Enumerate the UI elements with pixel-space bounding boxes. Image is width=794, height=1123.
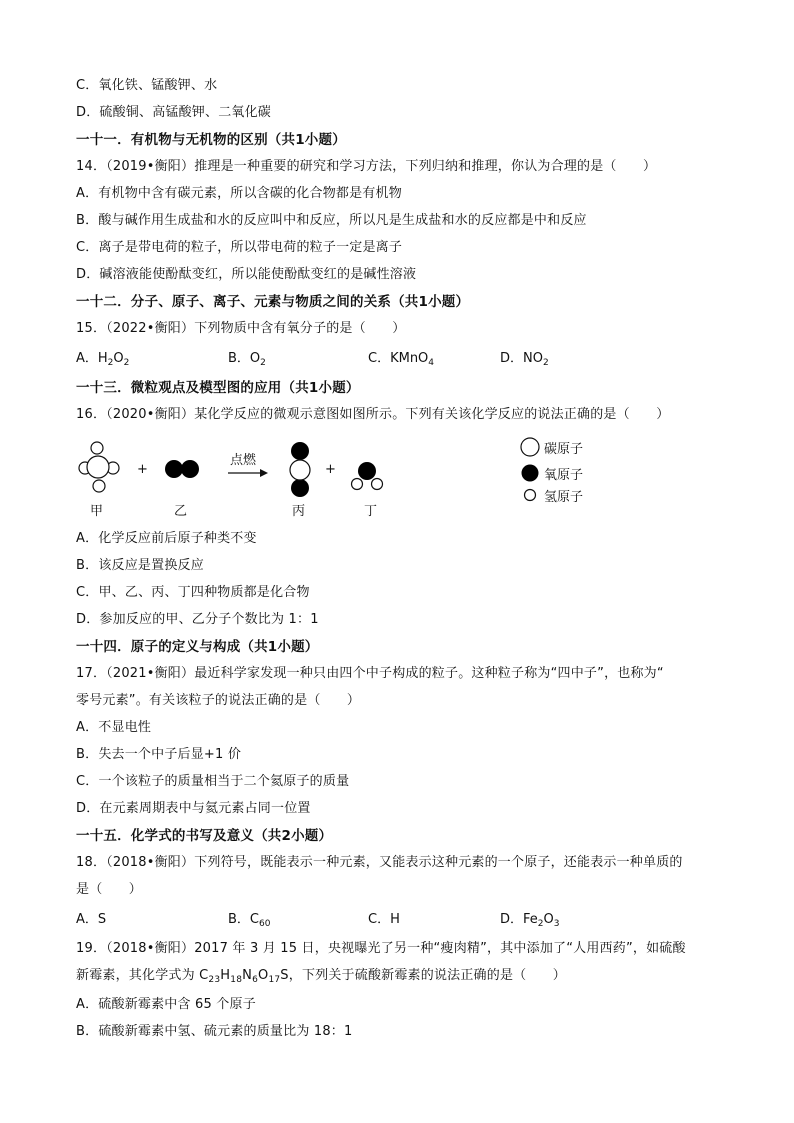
q17-option-a: A．不显电性 — [76, 720, 152, 735]
hydrogen-atom — [372, 479, 383, 490]
oxygen-atom — [291, 442, 309, 460]
q17-option-b: B．失去一个中子后显+1 价 — [76, 747, 242, 762]
molecule-ding — [352, 462, 383, 490]
hydrogen-atom — [352, 479, 363, 490]
plus-sign: + — [325, 462, 336, 477]
label-jia: 甲 — [90, 504, 104, 519]
hydrogen-atom — [91, 442, 103, 454]
q16-option-a: A．化学反应前后原子种类不变 — [76, 531, 257, 546]
label-ding: 丁 — [364, 504, 378, 519]
q14-option-a: A．有机物中含有碳元素，所以含碳的化合物都是有机物 — [76, 186, 402, 201]
oxygen-legend-icon — [522, 465, 539, 482]
molecule-bing — [290, 442, 310, 497]
q16-option-c: C．甲、乙、丙、丁四种物质都是化合物 — [76, 585, 310, 600]
q17-stem-line2: 零号元素”。有关该粒子的说法正确的是（ ） — [76, 693, 361, 708]
q16-option-b: B．该反应是置换反应 — [76, 558, 204, 573]
label-yi: 乙 — [174, 504, 188, 519]
q15-option-a: A．$H_2O_2$ — [76, 351, 130, 368]
q19-option-a: A．硫酸新霉素中含 65 个原子 — [76, 997, 256, 1012]
q14-option-b: B．酸与碱作用生成盐和水的反应叫中和反应，所以凡是生成盐和水的反应都是中和反应 — [76, 213, 587, 228]
q18-option-d: D．$Fe_2O_3$ — [500, 912, 560, 929]
label-bing: 丙 — [292, 504, 306, 519]
carbon-legend-icon — [521, 438, 539, 456]
q17-stem-line1: 17．（2021•衡阳）最近科学家发现一种只由四个中子构成的粒子。这种粒子称为“四中子”，也称为“ — [76, 666, 664, 681]
carbon-atom — [87, 456, 109, 478]
molecule-jia — [79, 442, 119, 492]
legend-hydrogen-label: 氢原子 — [544, 490, 584, 505]
oxygen-atom — [358, 462, 376, 480]
q19-stem-line1: 19．（2018•衡阳）2017 年 3 月 15 日，央视曝光了另一种“瘦肉精”，其中添加了“人用西药”，如硫酸 — [76, 941, 686, 956]
reaction-diagram-svg — [70, 436, 570, 528]
plus-sign: + — [137, 462, 148, 477]
q15-option-c: C．KMnO$_4$ — [368, 351, 435, 368]
q19-stem-line2: 新霉素，其化学式为 $C_{23}H_{18}N_6O_{17}S$，下列关于硫酸新霉素的说法正确的是（ ） — [76, 968, 566, 985]
reaction-arrow-head — [260, 469, 268, 477]
q17-option-c: C．一个该粒子的质量相当于二个氦原子的质量 — [76, 774, 350, 789]
q17-option-d: D．在元素周期表中与氦元素占同一位置 — [76, 801, 311, 816]
q14-stem: 14．（2019•衡阳）推理是一种重要的研究和学习方法，下列归纳和推理，你认为合理的是（ ） — [76, 159, 657, 174]
legend-carbon-label: 碳原子 — [544, 442, 584, 457]
oxygen-atom — [291, 479, 309, 497]
q15-stem: 15．（2022•衡阳）下列物质中含有氧分子的是（ ） — [76, 321, 406, 336]
q16-stem: 16．（2020•衡阳）某化学反应的微观示意图如图所示。下列有关该化学反应的说法正确的是（ ） — [76, 407, 670, 422]
section-heading-13: 一十三．微粒观点及模型图的应用（共1小题） — [76, 380, 360, 396]
reaction-condition: 点燃 — [230, 453, 257, 468]
q15-option-d: D．$NO_2$ — [500, 351, 549, 368]
legend-oxygen-label: 氧原子 — [544, 468, 584, 483]
hydrogen-atom — [93, 480, 105, 492]
q15-option-b: B．$O_2$ — [228, 351, 266, 368]
q19-option-b: B．硫酸新霉素中氢、硫元素的质量比为 18：1 — [76, 1024, 353, 1039]
section-heading-11: 一十一．有机物与无机物的区别（共1小题） — [76, 132, 346, 148]
oxygen-atom — [165, 460, 183, 478]
q18-stem-line1: 18．（2018•衡阳）下列符号，既能表示一种元素，又能表示这种元素的一个原子，还能表示一种单质的 — [76, 855, 683, 870]
q14-option-d: D．碱溶液能使酚酞变红，所以能使酚酞变红的是碱性溶液 — [76, 267, 417, 282]
molecule-yi — [165, 460, 199, 478]
hydrogen-legend-icon — [525, 490, 536, 501]
q16-option-d: D．参加反应的甲、乙分子个数比为 1：1 — [76, 612, 319, 627]
q14-option-c: C．离子是带电荷的粒子，所以带电荷的粒子一定是离子 — [76, 240, 403, 255]
q18-option-b: B．$C_{60}$ — [228, 912, 271, 929]
q18-stem-line2: 是（ ） — [76, 882, 143, 897]
q18-option-c: C．H — [368, 912, 400, 927]
reaction-diagram — [70, 436, 584, 528]
carbon-atom — [290, 460, 310, 480]
q13-option-d: D．硫酸铜、高锰酸钾、二氧化碳 — [76, 105, 272, 120]
q18-option-a: A．S — [76, 912, 107, 927]
section-heading-15: 一十五．化学式的书写及意义（共2小题） — [76, 828, 333, 844]
oxygen-atom — [181, 460, 199, 478]
q13-option-c: C．氧化铁、锰酸钾、水 — [76, 78, 218, 93]
section-heading-14: 一十四．原子的定义与构成（共1小题） — [76, 639, 319, 655]
section-heading-12: 一十二．分子、原子、离子、元素与物质之间的关系（共1小题） — [76, 294, 470, 310]
